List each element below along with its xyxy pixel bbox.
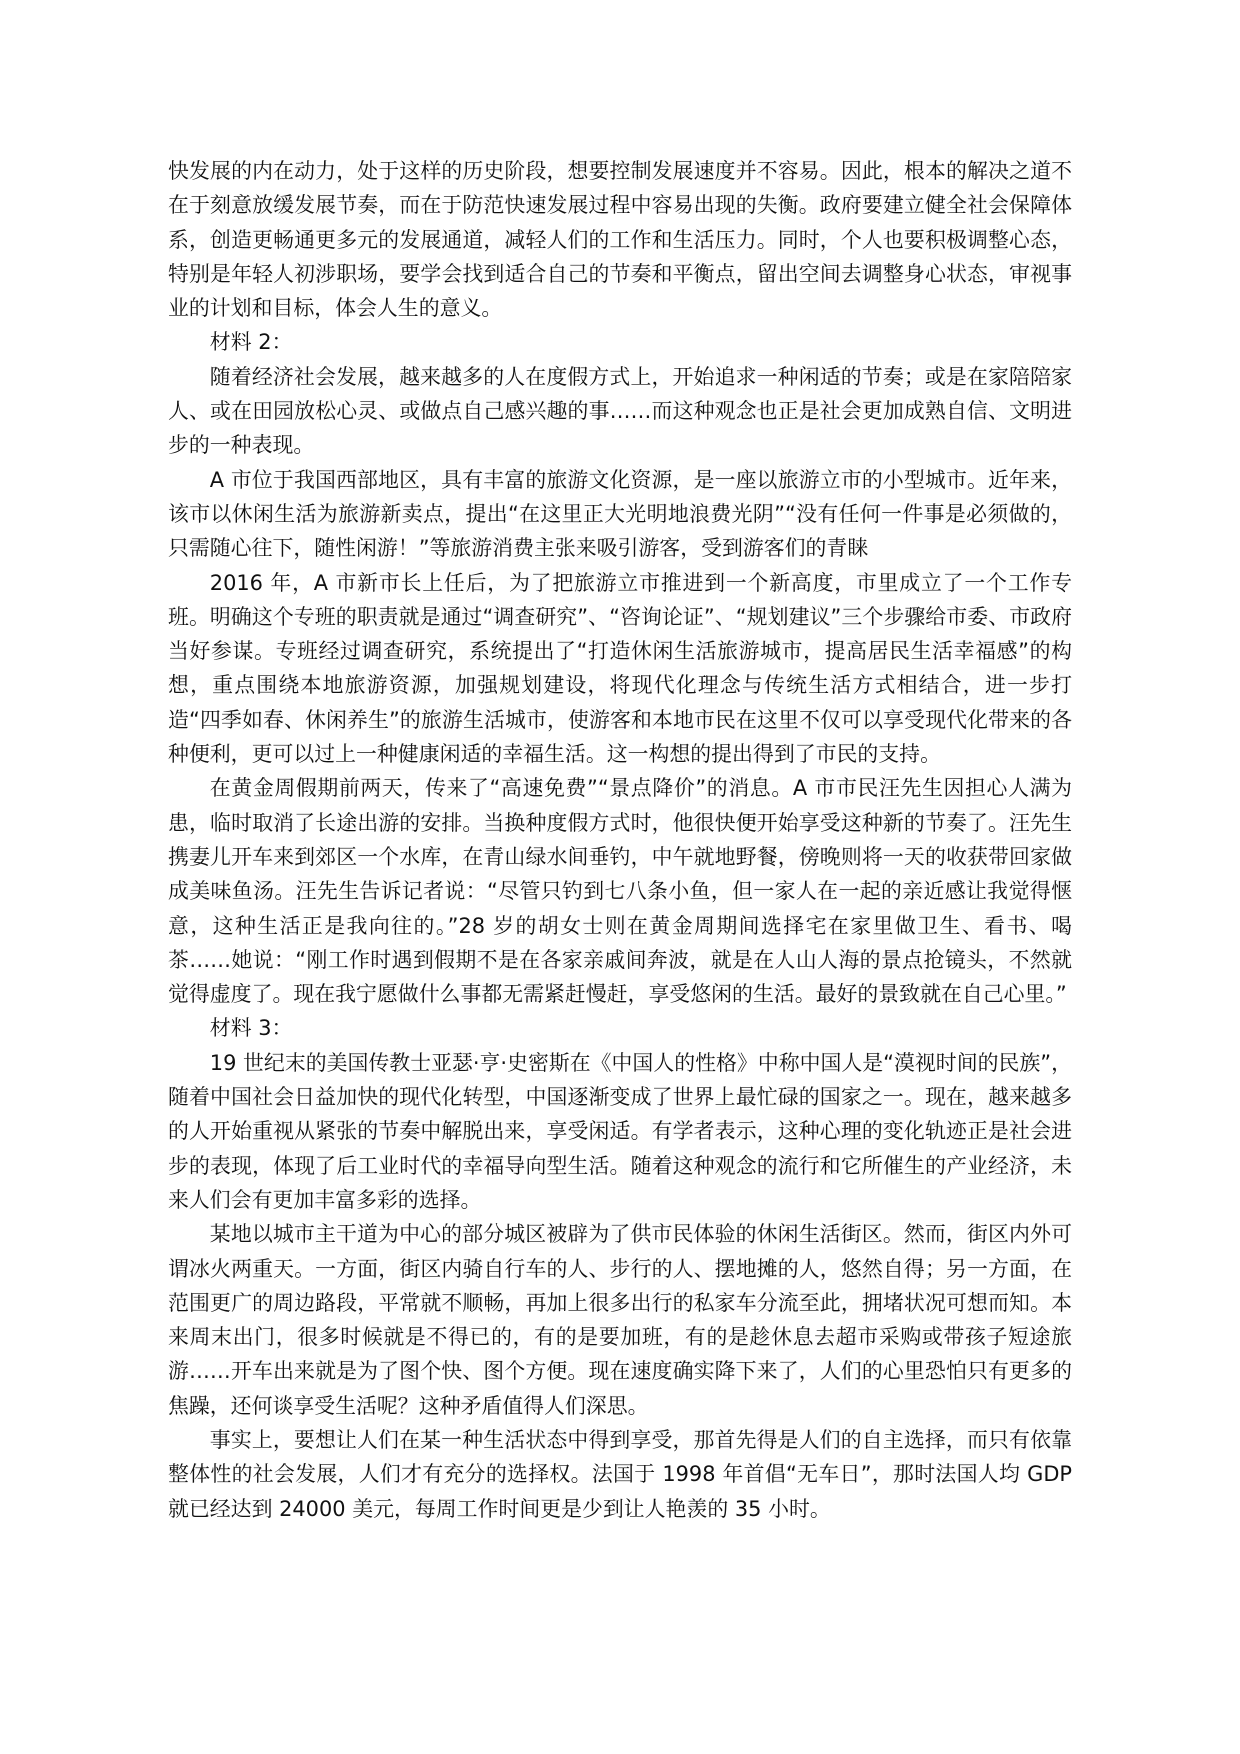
paragraph-france-car-free-day: 事实上，要想让人们在某一种生活状态中得到享受，那首先得是人们的自主选择，而只有依靠整体性的社会发展，人们才有充分的选择权。法国于 1998 年首倡“无车日”，那时法国人均 GDP 就已经达到 24000 美元，每周工作时间更是少到让人艳羡的 35 小时。 xyxy=(168,1427,1072,1521)
paragraph-leisure-district: 某地以城市主干道为中心的部分城区被辟为了供市民体验的休闲生活街区。然而，街区内外可谓冰火两重天。一方面，街区内骑自行车的人、步行的人、摆地摊的人，悠然自得；另一方面，在范围更广的周边路段，平常就不顺畅，再加上很多出行的私家车分流至此，拥堵状况可想而知。本来周末出门，很多时候就是不得已的，有的是要加班，有的是趁休息去超市采购或带孩子短途旅游……开车出来就是为了图个快、图个方便。现在速度确实降下来了，人们的心里恐怕只有更多的焦躁，还何谈享受生活呢？这种矛盾值得人们深思。 xyxy=(168,1222,1072,1418)
paragraph-2016-task-force: 2016 年，A 市新市长上任后，为了把旅游立市推进到一个新高度，市里成立了一个工作专班。明确这个专班的职责就是通过“调查研究”、“咨询论证”、“规划建议”三个步骤给市委、市政府当好参谋。专班经过调查研究，系统提出了“打造休闲生活旅游城市，提高居民生活幸福感”的构想，重点围绕本地旅游资源，加强规划建设，将现代化理念与传统生活方式相结合，进一步打造“四季如春、休闲养生”的旅游生活城市，使游客和本地市民在这里不仅可以享受现代化带来的各种便利，更可以过上一种健康闲适的幸福生活。这一构想的提出得到了市民的支持。 xyxy=(168,570,1072,767)
paragraph-leisure-trend: 随着经济社会发展，越来越多的人在度假方式上，开始追求一种闲适的节奏；或是在家陪陪家人、或在田园放松心灵、或做点自己感兴趣的事……而这种观念也正是社会更加成熟自信、文明进步的一种表现。 xyxy=(168,364,1072,458)
paragraph-golden-week: 在黄金周假期前两天，传来了“高速免费”“景点降价”的消息。A 市市民汪先生因担心人满为患，临时取消了长途出游的安排。当换种度假方式时，他很快便开始享受这种新的节奏了。汪先生携妻儿开车来到郊区一个水库，在青山绿水间垂钓，中午就地野餐，傍晚则将一天的收获带回家做成美味鱼汤。汪先生告诉记者说：“尽管只钓到七八条小鱼，但一家人在一起的亲近感让我觉得惬意，这种生活正是我向往的。”28 岁的胡女士则在黄金周期间选择宅在家里做卫生、看书、喝茶……她说：“刚工作时遇到假期不是在各家亲戚间奔波，就是在人山人海的景点抢镜头，不然就觉得虚度了。现在我宁愿做什么事都无需紧赶慢赶，享受悠闲的生活。最好的景致就在自己心里。” xyxy=(168,776,1072,1007)
material-2-heading: 材料 2： xyxy=(209,330,293,355)
material-3-heading: 材料 3： xyxy=(209,1016,293,1041)
document-page xyxy=(168,154,1072,1526)
paragraph-city-a-intro: A 市位于我国西部地区，具有丰富的旅游文化资源，是一座以旅游立市的小型城市。近年来，该市以休闲生活为旅游新卖点，提出“在这里正大光明地浪费光阴”“没有任何一件事是必须做的，只需随心往下，随性闲游！”等旅游消费主张来吸引游客，受到游客们的青睐 xyxy=(168,467,1072,561)
paragraph-continuation: 快发展的内在动力，处于这样的历史阶段，想要控制发展速度并不容易。因此，根本的解决之道不在于刻意放缓发展节奏，而在于防范快速发展过程中容易出现的失衡。政府要建立健全社会保障体系，创造更畅通更多元的发展通道，减轻人们的工作和生活压力。同时，个人也要积极调整心态，特别是年轻人初涉职场，要学会找到适合自己的节奏和平衡点，留出空间去调整身心状态，审视事业的计划和目标，体会人生的意义。 xyxy=(168,159,1072,321)
paragraph-19th-century: 19 世纪末的美国传教士亚瑟·亨·史密斯在《中国人的性格》中称中国人是“漠视时间的民族”，随着中国社会日益加快的现代化转型，中国逐渐变成了世界上最忙碌的国家之一。现在，越来越多的人开始重视从紧张的节奏中解脱出来，享受闲适。有学者表示，这种心理的变化轨迹正是社会进步的表现，体现了后工业时代的幸福导向型生活。随着这种观念的流行和它所催生的产业经济，未来人们会有更加丰富多彩的选择。 xyxy=(168,1050,1072,1212)
